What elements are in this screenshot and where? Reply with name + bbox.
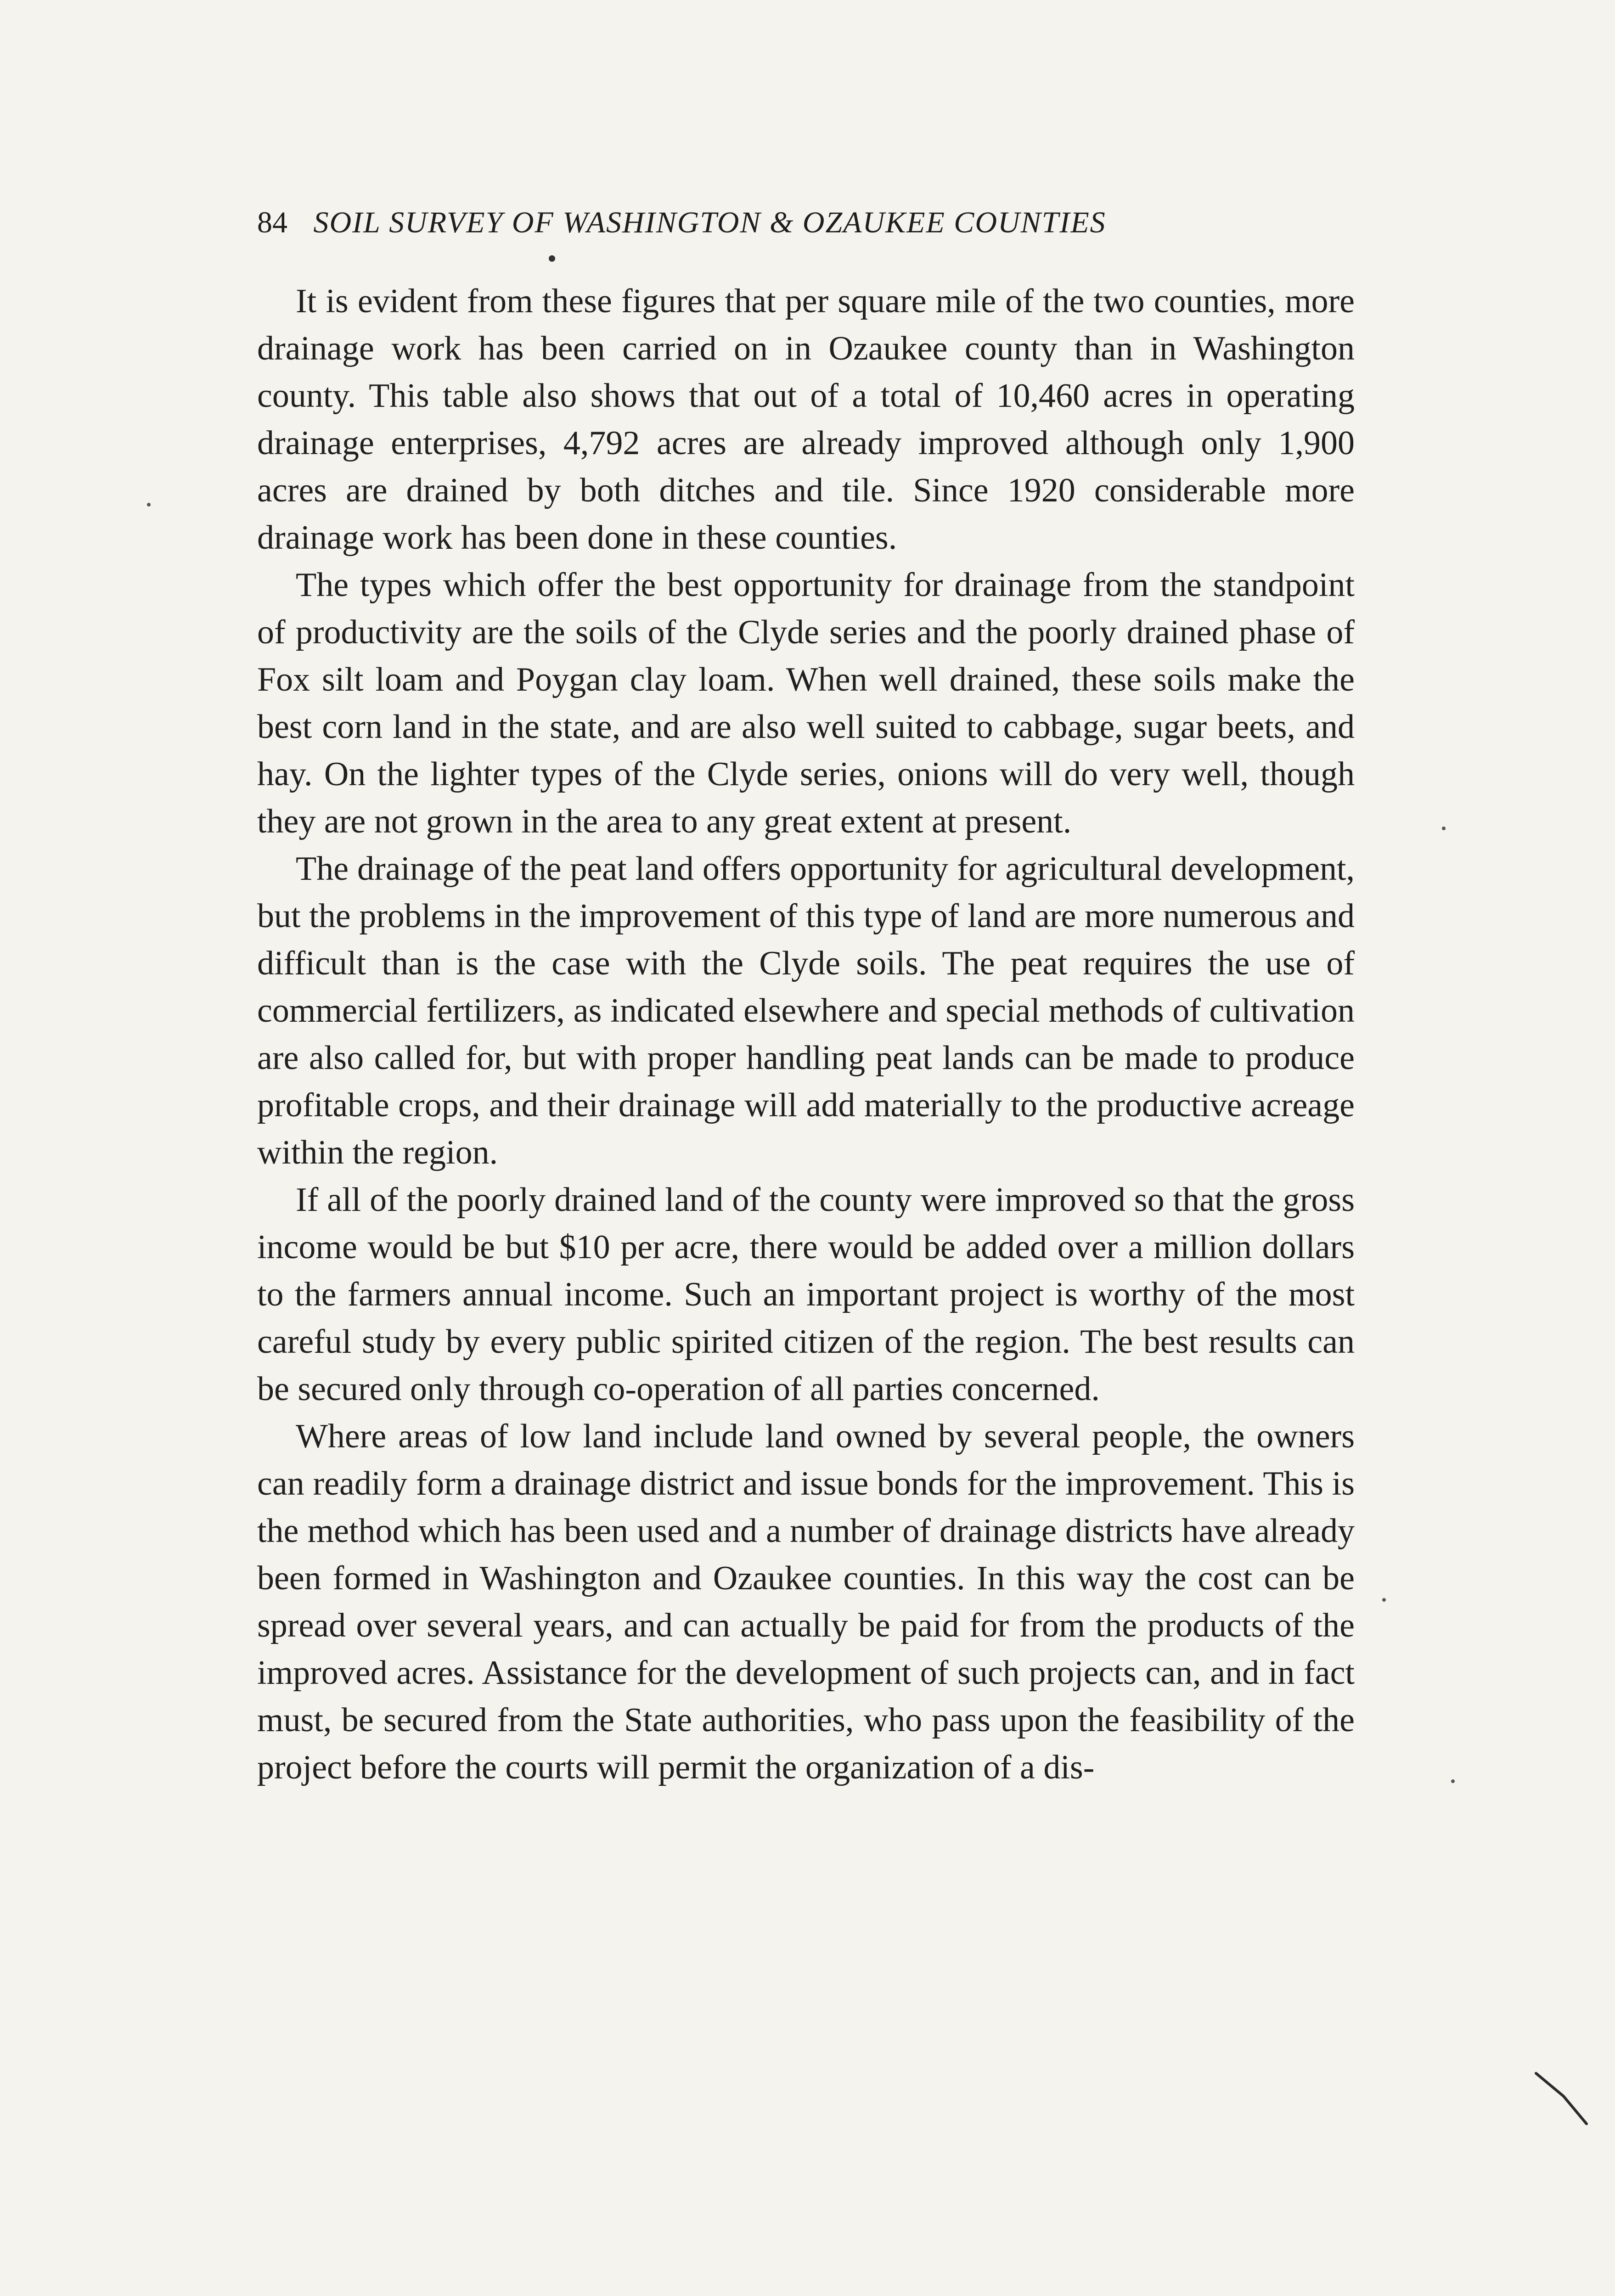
page-header bbox=[257, 195, 1359, 250]
paragraph-4: If all of the poorly drained land of the county were improved so that the gross income would be but $10 per acre, there would be added over a million dollars to the farmers annual income. Such an important project is worthy of the most careful study by every public spirited citizen of the region. The best results can be secured only through co-operation of all parties concerned. bbox=[257, 1181, 1355, 1408]
paragraph-1: It is evident from these figures that per square mile of the two counties, more drainage work has been carried on in Ozaukee county than in Washington county. This table also shows that out of a total of 10,460 acres in operating drainage enterprises, 4,792 acres are already improved although only 1,900 acres are drained by both ditches and tile. Since 1920 considerable more drainage work has been done in these counties. bbox=[257, 282, 1355, 557]
scan-speck bbox=[1451, 1779, 1455, 1783]
body-text bbox=[257, 278, 1355, 1791]
ink-dot bbox=[549, 255, 555, 262]
paragraph-5: Where areas of low land include land owned by several people, the owners can readily form a drainage district and issue bonds for the improvement. This is the method which has been used and a number of drainage districts have already been formed in Washington and Ozaukee counties. In this way the cost can be spread over several years, and can actually be paid for from the products of the improved acres. Assistance for the development of such projects can, and in fact must, be secured from the State authorities, who pass upon the feasibility of the project before the courts will permit the organization of a dis- bbox=[257, 1418, 1355, 1786]
scan-speck bbox=[1442, 827, 1446, 830]
paragraph-3: The drainage of the peat land offers opportunity for agricultural development, but the problems in the improvement of this type of land are more numerous and difficult than is the case with the Clyde soils. The peat requires the use of commercial fertilizers, as indicated elsewhere and special methods of cultivation are also called for, but with proper handling peat lands can be made to produce profitable crops, and their drainage will add materially to the productive acreage within the region. bbox=[257, 850, 1355, 1171]
paragraph-2: The types which offer the best opportunity for drainage from the standpoint of productivity are the soils of the Clyde series and the poorly drained phase of Fox silt loam and Poygan clay loam. When well drained, these soils make the best corn land in the state, and are also well suited to cabbage, sugar beets, and hay. On the lighter types of the Clyde series, onions will do very well, though they are not grown in the area to any great extent at present. bbox=[257, 566, 1355, 840]
page-number: 84 bbox=[257, 206, 287, 239]
margin-pencil-mark bbox=[1531, 2069, 1600, 2128]
scan-speck bbox=[147, 503, 151, 506]
running-title: SOIL SURVEY OF WASHINGTON & OZAUKEE COUNTIES bbox=[313, 206, 1106, 239]
scan-speck bbox=[1382, 1598, 1386, 1602]
